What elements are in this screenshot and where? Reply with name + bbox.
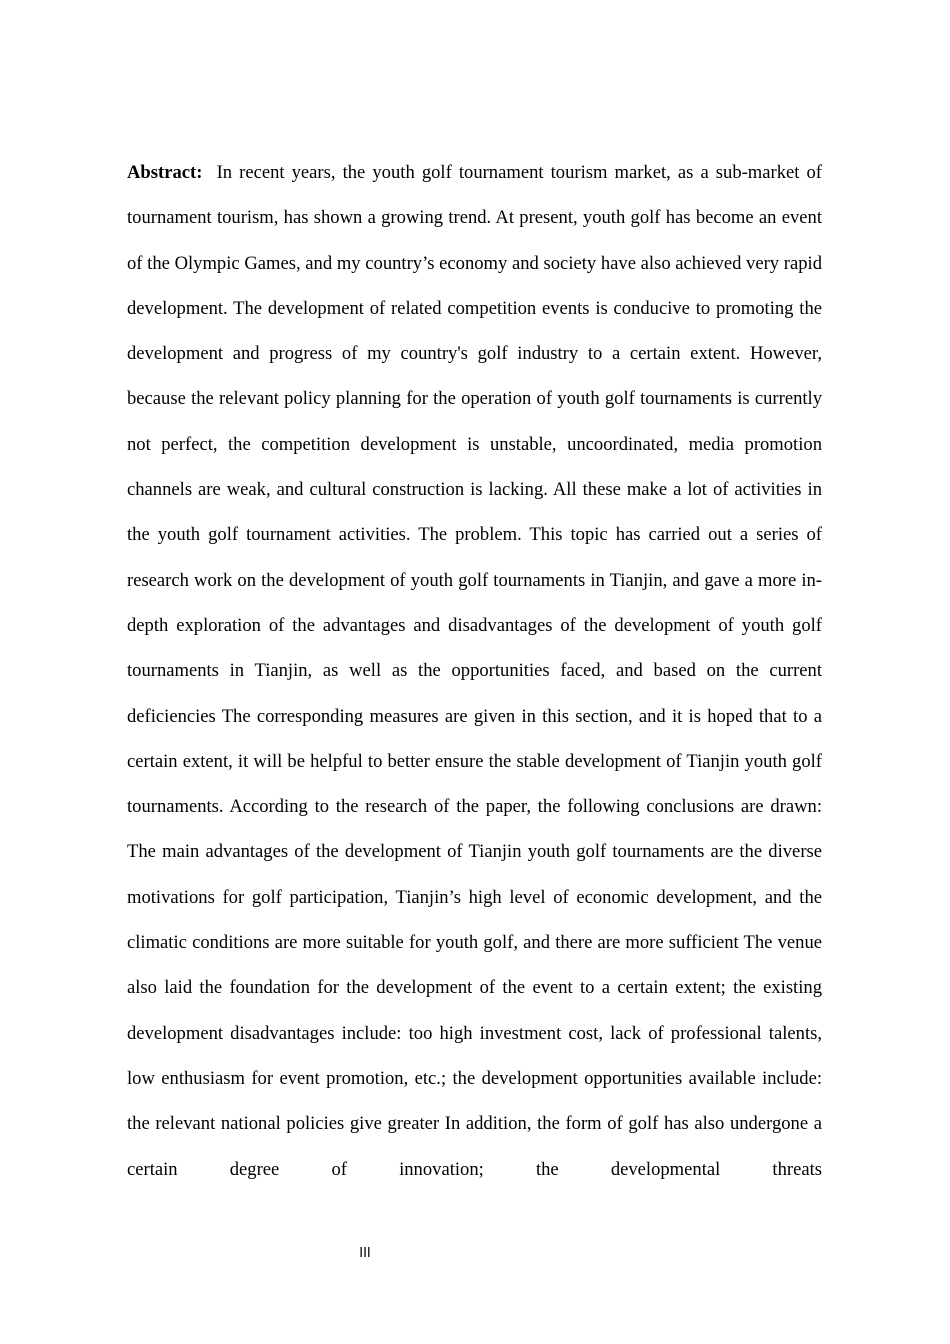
- page-number: III: [359, 1246, 371, 1261]
- abstract-text: In recent years, the youth golf tournament tourism market, as a sub-market of tournament tourism, has shown a growing trend. At present, youth golf has become an event of the Olympic Games, and my country’s economy and society have also achieved very rapid development. The development of related competition events is conducive to promoting the development and progress of my country's golf industry to a certain extent. However, because the relevant policy planning for the operation of youth golf tournaments is currently not perfect, the competition development is unstable, uncoordinated, media promotion channels are weak, and cultural construction is lacking. All these make a lot of activities in the youth golf tournament activities. The problem. This topic has carried out a series of research work on the development of youth golf tournaments in Tianjin, and gave a more in-depth exploration of the advantages and disadvantages of the development of youth golf tournaments in Tianjin, as well as the opportunities faced, and based on the current deficiencies The corresponding measures are given in this section, and it is hoped that to a certain extent, it will be helpful to better ensure the stable development of Tianjin youth golf tournaments. According to the research of the paper, the following conclusions are drawn: The main advantages of the development of Tianjin youth golf tournaments are the diverse motivations for golf participation, Tianjin’s high level of economic development, and the climatic conditions are more suitable for youth golf, and there are more sufficient The venue also laid the foundation for the development of the event to a certain extent; the existing development disadvantages include: too high investment cost, lack of professional talents, low enthusiasm for event promotion, etc.; the development opportunities available include: the relevant national policies give greater In addition, the form of golf has also undergone a certain degree of innovation; the developmental threats: [127, 162, 822, 1180]
- abstract-label: Abstract:: [127, 162, 203, 183]
- abstract-paragraph: [127, 150, 822, 1192]
